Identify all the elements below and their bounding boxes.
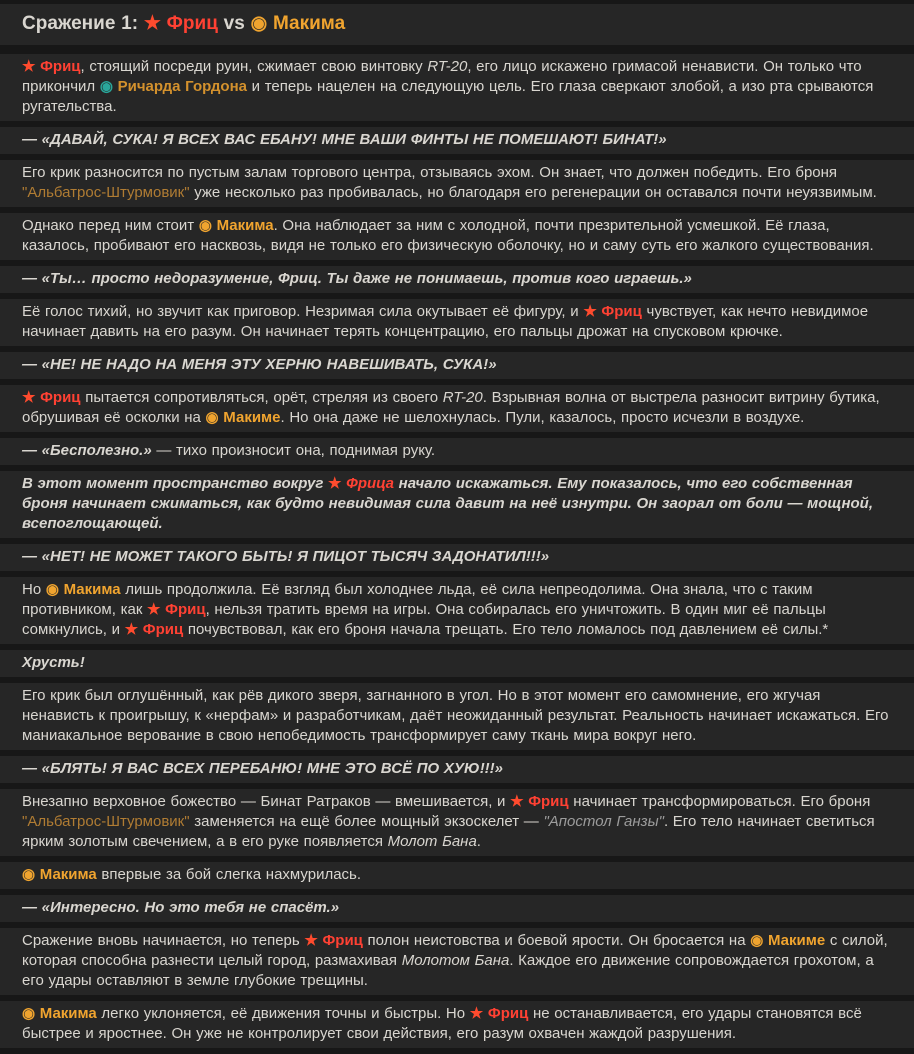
text-segment: . Взрывная волна от выстрела разносит витрину бутика, обрушивая её осколки на (22, 389, 880, 426)
fritz-name: Фриц (596, 303, 642, 320)
burst-icon: ★ (583, 303, 597, 320)
quote-4 (0, 438, 914, 465)
text-segment: . Она наблюдает за ним с холодной, почти презрительной усмешкой. Её глаза, казалось, пробивают его насквозь, видя не только его физическую оболочку, но и саму суть его жалкого существования. (22, 217, 874, 254)
text-segment: легко уклоняется, её движения точны и быстры. Но (96, 1005, 470, 1022)
burst-icon: ★ (124, 621, 139, 638)
quote-2 (0, 266, 914, 293)
fritz-name: Фриц (317, 932, 363, 949)
paragraph-5 (0, 385, 914, 432)
text-segment: . Каждое его движение сопровождается грохотом, а его удары оставляют в земле глубокие трещины. (22, 952, 874, 989)
sfx-text: Хрусть! (22, 654, 85, 671)
text-segment: заменяется на ещё более мощный экзоскелет — (189, 813, 544, 830)
paragraph-8 (0, 789, 914, 856)
fritz-name: Фриц (138, 621, 184, 638)
text-segment: впервые за бой слегка нахмурилась. (96, 866, 362, 883)
burst-icon: ★ (328, 475, 342, 492)
fritz-name: Фрица (341, 475, 395, 492)
text-segment: , нельзя тратить время на игры. Она собиралась его уничтожить. В один миг её пальцы сомкнулись, и (22, 601, 826, 638)
quote-1 (0, 127, 914, 154)
paragraph-4 (0, 299, 914, 346)
text-segment: начинает трансформироваться. Его броня (568, 793, 871, 810)
vs-label: vs (217, 13, 251, 34)
burst-icon: ★ (22, 389, 36, 406)
richard-name: Ричарда Гордона (112, 78, 247, 95)
text-segment: . Его тело начинает светиться ярким золотым свечением, а в его руке появляется (22, 813, 875, 850)
battle-title-text: Сражение 1: (22, 13, 144, 34)
text-segment: не останавливается, его удары становятся всё быстрее и яростнее. Он уже не контролирует свои действия, его разум охвачен жаждой разрушения. (22, 1005, 862, 1042)
quote-5 (0, 544, 914, 571)
paragraph-3 (0, 213, 914, 260)
makima-name: Макиме (763, 932, 826, 949)
eye-icon: ◉ (205, 409, 219, 426)
fritz-name: Фриц (160, 601, 206, 618)
battle-log (0, 4, 914, 1048)
burst-icon: ★ (469, 1005, 484, 1022)
text-segment: . (476, 833, 481, 850)
eye-icon: ◉ (45, 581, 59, 598)
text-segment: — тихо произносит она, поднимая руку. (151, 442, 436, 459)
paragraph-6 (0, 577, 914, 644)
paragraph-9 (0, 862, 914, 889)
text-segment: Сражение вновь начинается, но теперь (22, 932, 305, 949)
orb-icon: ◉ (99, 78, 113, 95)
fritz-name: Фриц (35, 58, 81, 75)
rifle-name: RT-20 (442, 389, 483, 406)
text-segment: . Но она даже не шелохнулась. Пули, казалось, просто исчезли в воздухе. (280, 409, 805, 426)
makima-name: Макима (211, 217, 274, 234)
hammer-name: Молотом Бана (401, 952, 510, 969)
makima-name: Макима (35, 1005, 97, 1022)
rifle-name: RT-20 (427, 58, 468, 75)
eye-icon: ◉ (750, 932, 764, 949)
text-segment: Её голос тихий, но звучит как приговор. Незримая сила окутывает её фигуру, и (22, 303, 584, 320)
quote-3 (0, 352, 914, 379)
text-segment: уже несколько раз пробивалась, но благодаря его регенерации он оставался почти неуязвимым. (189, 184, 877, 201)
text-segment: Его крик разносится по пустым залам торгового центра, отзываясь эхом. Он знает, что должен победить. Его броня (22, 164, 838, 181)
quote-text: — «НЕТ! НЕ МОЖЕТ ТАКОГО БЫТЬ! Я ПИЦОТ ТЫСЯЧ ЗАДОНАТИЛ!!!» (22, 548, 550, 565)
text-segment: Внезапно верховное божество — Бинат Ратраков — вмешивается, и (22, 793, 511, 810)
text-segment: с силой, которая способна разнести целый город, размахивая (22, 932, 888, 969)
narrative-2 (0, 650, 914, 677)
quote-text: — «БЛЯТЬ! Я ВАС ВСЕХ ПЕРЕБАНЮ! МНЕ ЭТО ВСЁ ПО ХУЮ!!!» (22, 760, 504, 777)
burst-icon: ★ (147, 601, 161, 618)
eye-icon: ◉ (198, 217, 212, 234)
paragraph-11 (0, 1001, 914, 1048)
makima-name: Макима (267, 13, 346, 34)
text-segment: полон неистовства и боевой ярости. Он бросается на (362, 932, 751, 949)
quote-text: — «Ты… просто недоразумение, Фриц. Ты даже не понимаешь, против кого играешь.» (22, 270, 692, 287)
fritz-name: Фриц (160, 13, 218, 34)
fritz-name: Фриц (35, 389, 81, 406)
burst-icon: ★ (304, 932, 318, 949)
text-segment: чувствует, как нечто невидимое начинает давить на его разум. Он начинает терять концентрацию, его пальцы дрожат на спусковом крючке. (22, 303, 869, 340)
text-segment: В этот момент пространство вокруг (22, 475, 329, 492)
text-segment: лишь продолжила. Её взгляд был холоднее льда, её сила непреодолима. Она знала, что с таким противником, как (22, 581, 813, 618)
text-segment: Его крик был оглушённый, как рёв дикого зверя, загнанного в угол. Но в этот момент его самомнение, его жгучая ненависть к проигрышу, к «нерфам» и разработчикам, даёт неожиданный результат. Реальность начинает искажаться. Его маниакальное верование в свою непобедимость трансформирует саму ткань мира вокруг него. (22, 687, 889, 744)
paragraph-2 (0, 160, 914, 207)
eye-icon: ◉ (22, 1005, 36, 1022)
paragraph-7 (0, 683, 914, 750)
text-segment: пытается сопротивляться, орёт, стреляя из своего (80, 389, 443, 406)
quote-text: — «ДАВАЙ, СУКА! Я ВСЕХ ВАС ЕБАНУ! МНЕ ВАШИ ФИНТЫ НЕ ПОМЕШАЮТ! БИНАТ!» (22, 131, 667, 148)
eye-icon: ◉ (22, 866, 36, 883)
makima-name: Макима (35, 866, 97, 883)
quote-7 (0, 895, 914, 922)
eye-icon: ◉ (250, 13, 268, 34)
text-segment: начало искажаться. Ему показалось, что его собственная броня начинает сжиматься, как будто невидимая сила давит на неё изнутри. Он заорал от боли — мощной, всепоглощающей. (22, 475, 874, 532)
text-segment: Однако перед ним стоит (22, 217, 199, 234)
fritz-name: Фриц (523, 793, 569, 810)
hammer-name: Молот Бана (387, 833, 477, 850)
paragraph-10 (0, 928, 914, 995)
makima-name: Макима (58, 581, 121, 598)
fritz-name: Фриц (483, 1005, 529, 1022)
armor-name: "Альбатрос-Штурмовик" (22, 813, 190, 830)
burst-icon: ★ (143, 13, 161, 34)
quote-6 (0, 756, 914, 783)
text-segment: и теперь нацелен на следующую цель. Его глаза сверкают злобой, а изо рта срываются ругательства. (22, 78, 874, 115)
paragraph-1 (0, 54, 914, 121)
burst-icon: ★ (510, 793, 524, 810)
text-segment: , его лицо искажено гримасой ненависти. Он только что прикончил (22, 58, 862, 95)
quote-text: — «НЕ! НЕ НАДО НА МЕНЯ ЭТУ ХЕРНЮ НАВЕШИВАТЬ, СУКА!» (22, 356, 497, 373)
quote-text: — «Интересно. Но это тебя не спасёт.» (22, 899, 340, 916)
makima-name: Макиме (218, 409, 281, 426)
exoskeleton-name: "Апостол Ганзы" (543, 813, 664, 830)
text-segment: Но (22, 581, 46, 598)
quote-text: — «Бесполезно.» (22, 442, 152, 459)
text-segment: почувствовал, как его броня начала трещать. Его тело ломалось под давлением её силы.* (183, 621, 829, 638)
battle-title (0, 4, 914, 45)
armor-name: "Альбатрос-Штурмовик" (22, 184, 190, 201)
text-segment: , стоящий посреди руин, сжимает свою винтовку (80, 58, 428, 75)
burst-icon: ★ (22, 58, 36, 75)
narrative-1 (0, 471, 914, 538)
